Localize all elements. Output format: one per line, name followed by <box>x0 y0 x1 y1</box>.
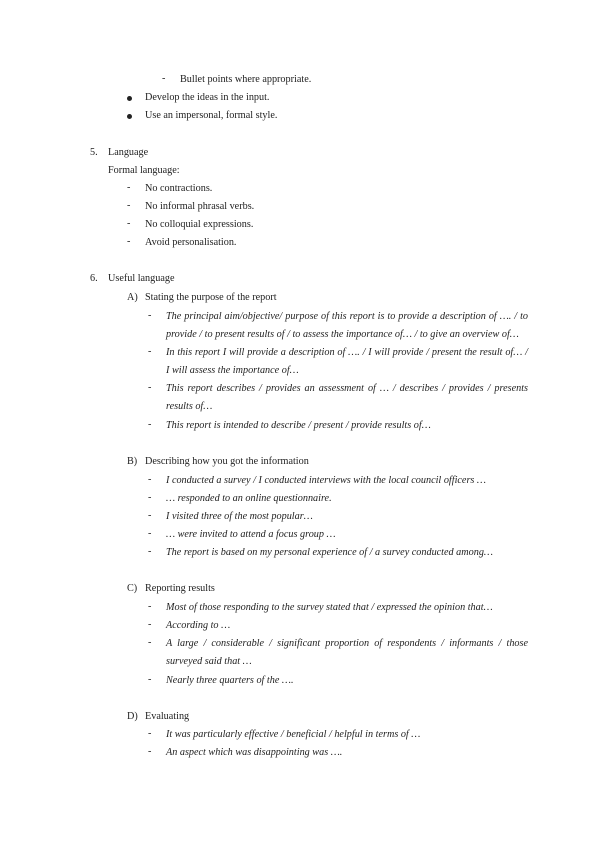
phrase-line: It was particularly effective / beneficial / helpful in terms of … <box>166 729 421 740</box>
phrase-line: I will assess the importance of… <box>166 365 299 376</box>
dash-marker: - <box>148 310 152 321</box>
dash-marker: - <box>127 200 131 211</box>
phrase-line: According to … <box>166 620 231 631</box>
bullet-dot <box>127 114 132 119</box>
section-number: 5. <box>90 147 98 158</box>
bullet-text: Use an impersonal, formal style. <box>145 110 278 121</box>
subsection-letter: D) <box>127 711 138 722</box>
section-number: 6. <box>90 273 98 284</box>
dash-marker: - <box>127 218 131 229</box>
subsection-title: Stating the purpose of the report <box>145 292 277 303</box>
phrase-line: Nearly three quarters of the …. <box>166 675 294 686</box>
subsection-title: Evaluating <box>145 711 190 722</box>
phrase-line: This report is intended to describe / present / provide results of… <box>166 420 431 431</box>
phrase-line: … were invited to attend a focus group … <box>166 529 336 540</box>
subsection-letter: B) <box>127 456 138 467</box>
dash-marker: - <box>127 236 131 247</box>
subsection-letter: A) <box>127 292 138 303</box>
phrase-line: The report is based on my personal experience of / a survey conducted among… <box>166 547 493 558</box>
list-item: No contractions. <box>145 183 213 194</box>
dash-marker: - <box>148 619 152 630</box>
dash-marker: - <box>148 746 152 757</box>
phrase-line: The principal aim/objective/ purpose of this report is to provide a description of …. / to <box>166 311 528 322</box>
dash-marker: - <box>127 182 131 193</box>
phrase-line: This report describes / provides an assessment of … / describes / provides / presents <box>166 383 528 394</box>
dash-marker: - <box>148 510 152 521</box>
phrase-line: provide / to present results of / to assess the importance of… / to give an overview of… <box>166 329 519 340</box>
phrase-line: … responded to an online questionnaire. <box>166 493 332 504</box>
dash-marker: - <box>148 474 152 485</box>
dash-marker: - <box>162 73 166 84</box>
dash-marker: - <box>148 728 152 739</box>
subsection-title: Describing how you got the information <box>145 456 309 467</box>
list-item: No colloquial expressions. <box>145 219 254 230</box>
bullet-dot <box>127 96 132 101</box>
dash-marker: - <box>148 601 152 612</box>
dash-marker: - <box>148 546 152 557</box>
subsection-letter: C) <box>127 583 138 594</box>
phrase-line: I visited three of the most popular… <box>166 511 313 522</box>
phrase-line: In this report I will provide a description of …. / I will provide / present the result of… / <box>166 347 528 358</box>
dash-marker: - <box>148 382 152 393</box>
list-item: Avoid personalisation. <box>145 237 237 248</box>
subsection-title: Reporting results <box>145 583 215 594</box>
dash-marker: - <box>148 528 152 539</box>
bullet-text: Develop the ideas in the input. <box>145 92 270 103</box>
section-heading: Useful language <box>108 273 175 284</box>
dash-marker: - <box>148 674 152 685</box>
dash-marker: - <box>148 419 152 430</box>
phrase-line: I conducted a survey / I conducted interviews with the local council officers … <box>166 475 486 486</box>
list-item: No informal phrasal verbs. <box>145 201 255 212</box>
phrase-line: surveyed said that … <box>166 656 252 667</box>
sub-bullet-text: Bullet points where appropriate. <box>180 74 312 85</box>
phrase-line: A large / considerable / significant proportion of respondents / informants / those <box>166 638 528 649</box>
dash-marker: - <box>148 346 152 357</box>
section-subheading: Formal language: <box>108 165 180 176</box>
section-heading: Language <box>108 147 149 158</box>
phrase-line: results of… <box>166 401 213 412</box>
phrase-line: Most of those responding to the survey stated that / expressed the opinion that… <box>166 602 493 613</box>
dash-marker: - <box>148 637 152 648</box>
dash-marker: - <box>148 492 152 503</box>
phrase-line: An aspect which was disappointing was …. <box>166 747 343 758</box>
